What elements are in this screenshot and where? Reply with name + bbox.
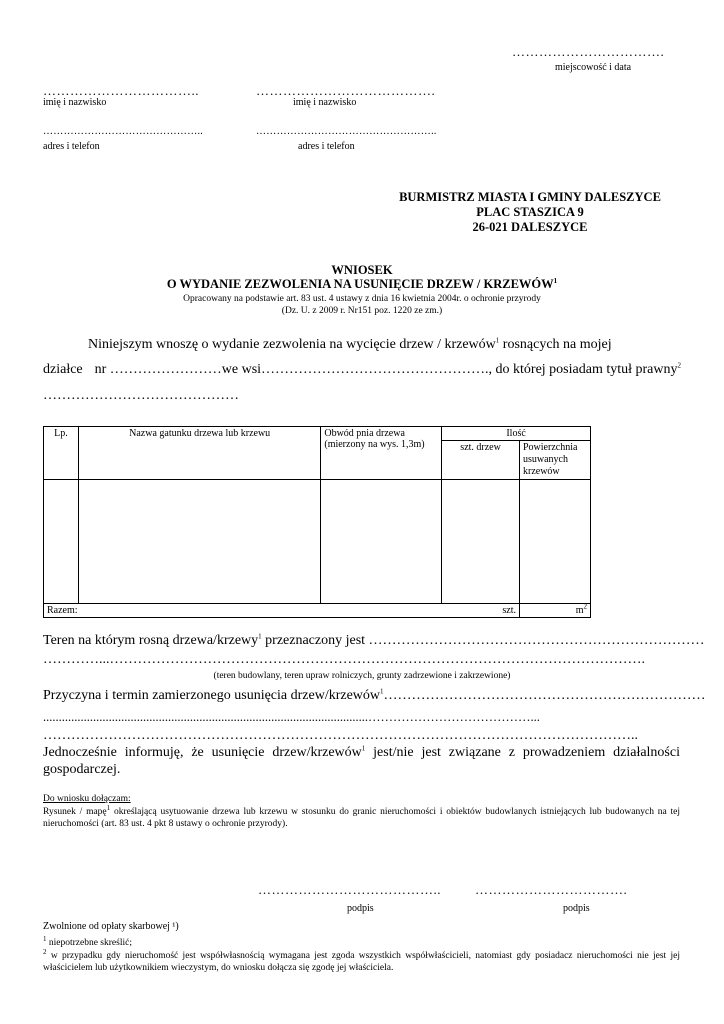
table-total-row (44, 604, 591, 618)
cell-species[interactable] (78, 480, 320, 604)
request-line-2: działce nr ……………………we wsi…………………………………………., do której posiadam tytuł prawny$^2$ (43, 361, 681, 377)
name-label-2: imię i nazwisko (293, 97, 357, 108)
cell-lp[interactable] (44, 480, 79, 604)
legal-basis (0, 293, 724, 317)
place-date-field[interactable]: ……………………………. (512, 44, 665, 59)
total-label: Razem: (44, 604, 442, 618)
address-field-2[interactable]: …………………………………………….. (256, 126, 437, 137)
signature-field-2[interactable]: ……………………………. (475, 882, 628, 897)
table-row[interactable] (44, 480, 591, 604)
cell-trees[interactable] (442, 480, 520, 604)
recipient-block (380, 190, 680, 235)
total-pieces[interactable]: szt. (442, 604, 520, 618)
col-header-trees: szt. drzew (442, 441, 520, 480)
total-area[interactable]: $m^2$ (520, 604, 591, 618)
document-title (0, 263, 724, 291)
recipient-line-3: 26-021 DALESZYCE (472, 220, 588, 234)
attachments-text: Rysunek / mapę$^1$ określającą usytuowanie drzewa lub krzewu w stosunku do granic nieruchomości i obiektów budowlanych istniejących lub budowanych na tej nieruchomości (art. 83 ust. 4 pkt 8 ustawy o ochronie przyrody). (43, 803, 680, 829)
name-label-1: imię i nazwisko (43, 97, 107, 108)
recipient-line-2: PLAC STASZICA 9 (476, 205, 584, 219)
signature-label-1: podpis (347, 903, 374, 914)
name-field-1[interactable]: …………………………….. (43, 83, 199, 98)
land-line-1: Teren na którym rosną drzewa/krzewy$^1$ przeznaczony jest ……………………………………………………………… (43, 632, 705, 648)
cell-circumference[interactable] (321, 480, 442, 604)
trees-table (43, 426, 591, 618)
address-label-1: adres i telefon (43, 141, 100, 152)
land-line-2[interactable]: …………...……………………………………………………………………………………………………. (43, 652, 645, 667)
title-line-1: WNIOSEK (331, 263, 393, 277)
request-line-3[interactable]: …………………………………… (43, 388, 239, 403)
cell-area[interactable] (520, 480, 591, 604)
address-field-1[interactable]: ……………………………………….. (43, 126, 204, 137)
signature-field-1[interactable]: ………………………………….. (258, 882, 441, 897)
title-line-2: O WYDANIE ZEZWOLENIA NA USUNIĘCIE DRZEW / KRZEWÓW$^1$ (166, 276, 558, 291)
col-header-area: Powierzchnia usuwanych krzewów (520, 441, 591, 480)
activity-statement: Jednocześnie informuję, że usunięcie drzew/krzewów$^1$ jest/nie jest związane z prowadzeniem działalności gospodarczej. (43, 744, 680, 777)
land-note: (teren budowlany, teren upraw rolniczych, grunty zadrzewione i zakrzewione) (213, 671, 511, 681)
request-line-1: Niniejszym wnoszę o wydanie zezwolenia na wycięcie drzew / krzewów$^1$ rosnących na mojej (88, 336, 612, 352)
legal-basis-line-1: Opracowany na podstawie art. 83 ust. 4 ustawy z dnia 16 kwietnia 2004r. o ochronie przyrody (183, 294, 541, 304)
col-header-species: Nazwa gatunku drzewa lub krzewu (78, 427, 320, 480)
legal-basis-line-2: (Dz. U. z 2009 r. Nr151 poz. 1220 ze zm.) (281, 306, 443, 316)
col-header-lp: Lp. (44, 427, 79, 480)
reason-line-3[interactable]: ……………………………………………………………………………………………………………….. (43, 728, 638, 743)
address-label-2: adres i telefon (298, 141, 355, 152)
col-header-quantity: Ilość (442, 427, 591, 441)
place-date-label: miejscowość i data (555, 62, 632, 73)
reason-line-1: Przyczyna i termin zamierzonego usunięcia drzew/krzewów$^1$…………………………………………………………… (43, 687, 706, 703)
attachments-heading: Do wniosku dołączam: (43, 794, 131, 804)
footnote-1: $^1$ niepotrzebne skreślić; (43, 934, 132, 948)
footnote-2: $^2$ w przypadku gdy nieruchomość jest współwłasnością wymagana jest zgoda wszystkich współwłaścicieli, natomiast gdy posiadacz nieruchomości nie jest jej właścicielem lub użytkownikiem wieczystym, do wniosku dołącza się zgodę jej właściciela. (43, 947, 680, 973)
recipient-line-1: BURMISTRZ MIASTA I GMINY DALESZYCE (399, 190, 661, 204)
name-field-2[interactable]: …………………………………. (256, 83, 436, 98)
signature-label-2: podpis (563, 903, 590, 914)
col-header-circumference: Obwód pnia drzewa (mierzony na wys. 1,3m) (321, 427, 442, 480)
fee-exemption-note: Zwolnione od opłaty skarbowej ¹) (43, 921, 179, 932)
reason-line-2[interactable]: ........................................................................................................…………………………………... (43, 710, 540, 724)
